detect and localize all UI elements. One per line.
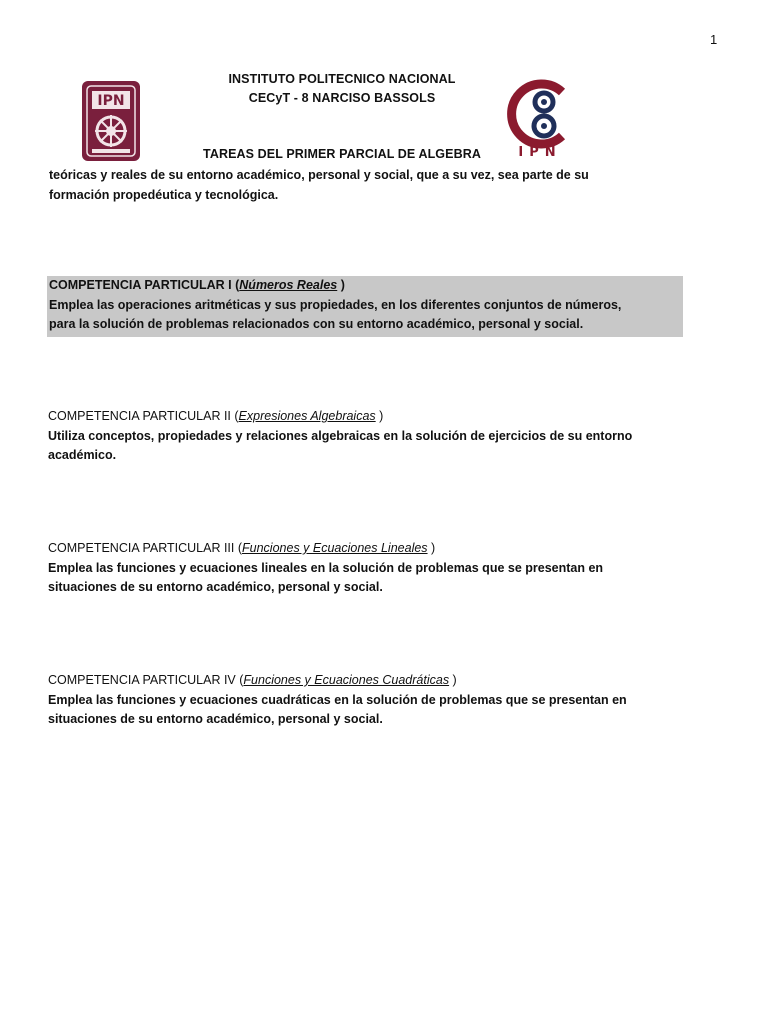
task-title: TAREAS DEL PRIMER PARCIAL DE ALGEBRA [203,147,481,161]
competencia-desc-line-1: Emplea las operaciones aritméticas y sus propiedades, en los diferentes conjuntos de números, [49,297,622,312]
competencia-topic: Funciones y Ecuaciones Lineales [242,541,428,555]
institution-title: INSTITUTO POLITECNICO NACIONAL [228,72,456,86]
ipn-logo-text: IPN [97,93,125,109]
competencia-title [48,539,678,559]
competencia-desc-line-1: Emplea las funciones y ecuaciones cuadráticas en la solución de problemas que se presentan en [48,692,627,707]
competencia-prefix: COMPETENCIA PARTICULAR III ( [48,541,243,555]
competencia-3 [48,539,678,598]
competencia-topic: Funciones y Ecuaciones Cuadráticas [243,673,450,687]
competencia-title [48,407,678,427]
competencia-suffix: ) [449,673,457,687]
competencia-desc-line-2: académico. [48,448,117,462]
competencia-title [49,276,679,296]
intro-paragraph [49,166,669,205]
competencia-desc-line-2: situaciones de su entorno académico, personal y social. [48,712,383,726]
intro-line-1: teóricas y reales de su entorno académico, personal y social, que a su vez, sea parte de su [49,168,589,182]
competencia-desc-line-2: situaciones de su entorno académico, personal y social. [48,580,383,594]
competencia-suffix: ) [427,541,436,555]
competencia-topic: Expresiones Algebraicas [238,409,376,423]
competencia-prefix: COMPETENCIA PARTICULAR IV ( [48,673,244,687]
competencia-2 [48,407,678,466]
competencia-suffix: ) [337,278,345,292]
competencia-prefix: COMPETENCIA PARTICULAR I ( [49,278,240,292]
competencia-suffix: ) [375,409,384,423]
competencia-topic: Números Reales [239,278,338,292]
school-title: CECyT - 8 NARCISO BASSOLS [248,91,436,105]
competencia-title [48,671,678,691]
competencia-desc-line-1: Utiliza conceptos, propiedades y relaciones algebraicas en la solución de ejercicios de su entorno [48,428,633,443]
competencia-desc-line-2: para la solución de problemas relacionados con su entorno académico, personal y social. [49,317,584,331]
cecyt-logo-text: IPN [518,145,562,160]
intro-line-2: formación propedéutica y tecnológica. [49,187,279,202]
competencia-4 [48,671,678,730]
competencia-prefix: COMPETENCIA PARTICULAR II ( [48,409,239,423]
page-number: 1 [710,32,718,47]
competencia-desc-line-1: Emplea las funciones y ecuaciones lineales en la solución de problemas que se presentan en [48,560,604,575]
competencia-1 [47,276,683,337]
